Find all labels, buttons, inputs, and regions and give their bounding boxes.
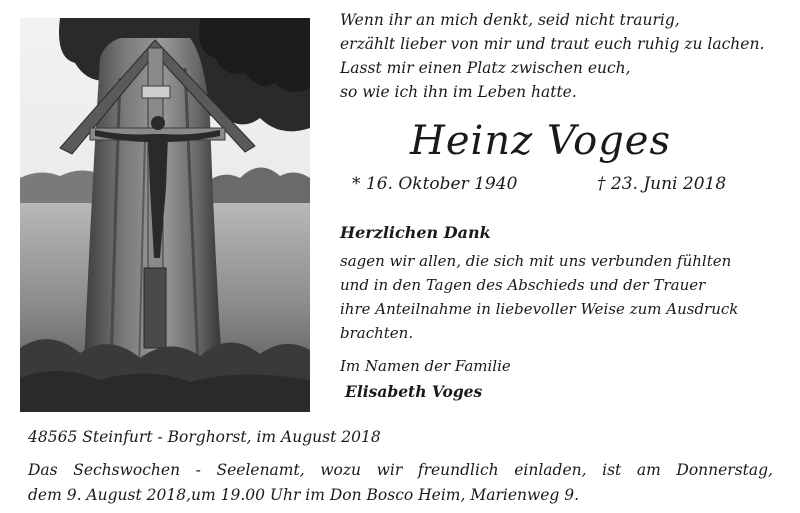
thanks-line: brachten. — [340, 324, 414, 342]
poem-line: so wie ich ihn im Leben hatte. — [340, 83, 577, 101]
place-date: 48565 Steinfurt - Borghorst, im August 2018 — [28, 428, 381, 446]
thanks-text — [340, 249, 780, 345]
service-line: Das Sechswochen - Seelenamt, wozu wir freundlich einladen, ist am Donnerstag, — [28, 461, 773, 479]
poem-line: Lasst mir einen Platz zwischen euch, — [340, 59, 631, 77]
wayside-cross-photo — [20, 18, 310, 412]
birth-date: * 16. Oktober 1940 — [352, 174, 518, 194]
thanks-line: und in den Tagen des Abschieds und der Trauer — [340, 276, 706, 294]
memorial-photo — [20, 18, 310, 412]
service-announcement — [28, 458, 773, 508]
death-date: † 23. Juni 2018 — [597, 174, 727, 194]
family-label: Im Namen der Familie — [340, 357, 511, 375]
memorial-poem — [340, 8, 780, 104]
service-line: dem 9. August 2018,um 19.00 Uhr im Don Bosco Heim, Marienweg 9. — [28, 486, 580, 504]
thanks-line: sagen wir allen, die sich mit uns verbunden fühlten — [340, 252, 732, 270]
family-name: Elisabeth Voges — [345, 382, 483, 401]
thanks-heading: Herzlichen Dank — [340, 223, 491, 242]
poem-line: Wenn ihr an mich denkt, seid nicht traurig, — [340, 11, 680, 29]
poem-line: erzählt lieber von mir und traut euch ruhig zu lachen. — [340, 35, 765, 53]
thanks-line: ihre Anteilnahme in liebevoller Weise zum Ausdruck — [340, 300, 739, 318]
deceased-name: Heinz Voges — [410, 118, 671, 164]
